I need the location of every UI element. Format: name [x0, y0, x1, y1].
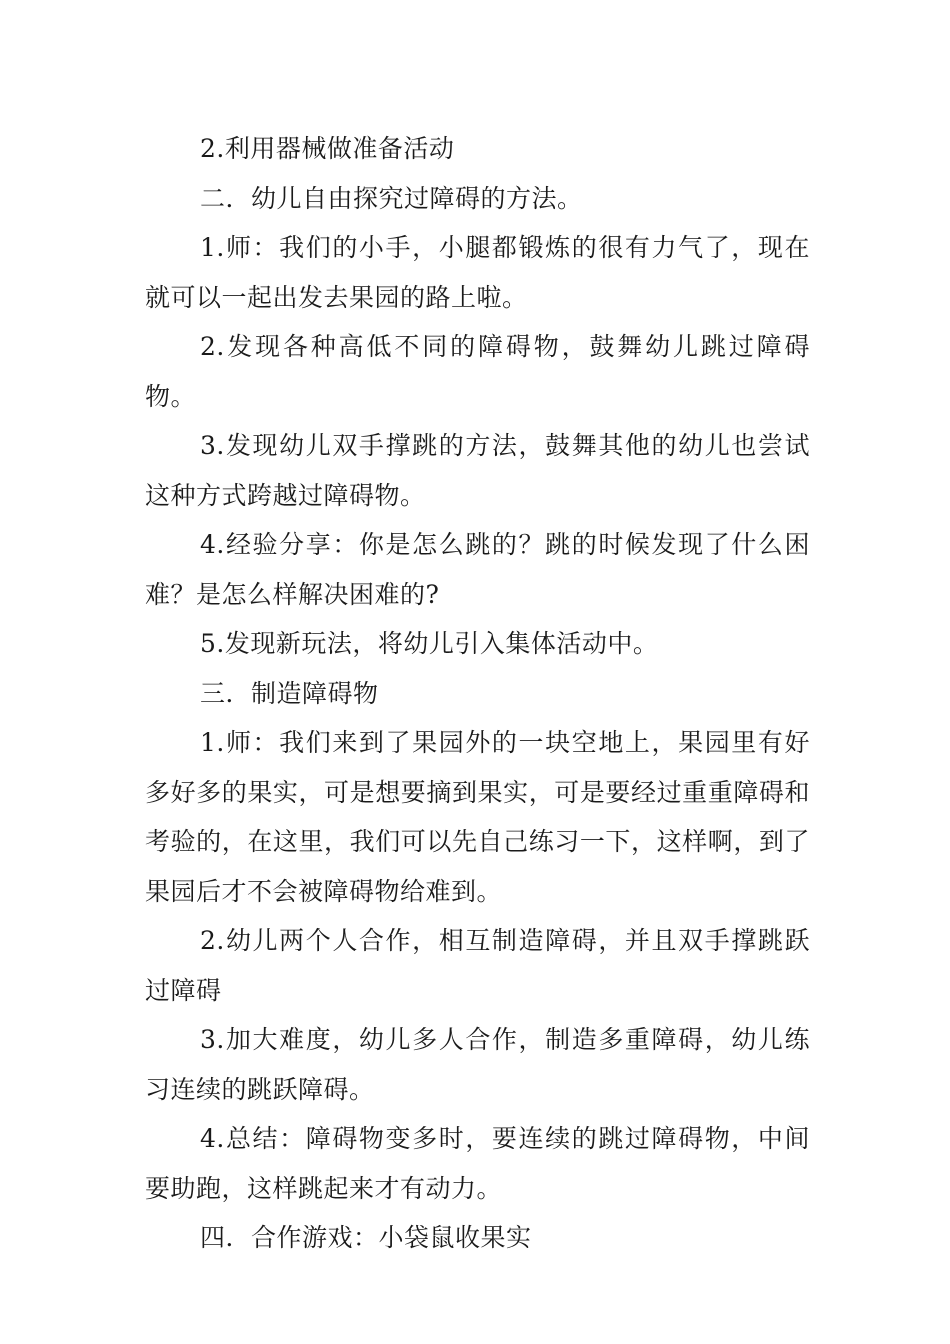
section-heading-two: 二．幼儿自由探究过障碍的方法。	[200, 183, 583, 213]
document-body	[145, 124, 810, 1263]
section-heading-four: 四．合作游戏：小袋鼠收果实	[200, 1223, 532, 1252]
paragraph-orchard-practice: 1.师：我们来到了果园外的一块空地上，果园里有好多好多的果实，可是想要摘到果实，可是要经过重重障碍和考验的，在这里，我们可以先自己练习一下，这样啊，到了果园后才不会被障碍物给难到。	[145, 728, 810, 906]
section-heading-three: 三．制造障碍物	[200, 678, 379, 708]
paragraph-pair-cooperation: 2.幼儿两个人合作，相互制造障碍，并且双手撑跳跃过障碍	[145, 926, 810, 1005]
paragraph-find-obstacles: 2.发现各种高低不同的障碍物，鼓舞幼儿跳过障碍物。	[145, 332, 810, 411]
paragraph-two-hand-jump: 3.发现幼儿双手撑跳的方法，鼓舞其他的幼儿也尝试这种方式跨越过障碍物。	[145, 431, 810, 510]
paragraph-prep-activity: 2.利用器械做准备活动	[200, 134, 455, 163]
paragraph-increase-difficulty: 3.加大难度，幼儿多人合作，制造多重障碍，幼儿练习连续的跳跃障碍。	[145, 1025, 810, 1104]
paragraph-teacher-intro: 1.师：我们的小手，小腿都锻炼的很有力气了，现在就可以一起出发去果园的路上啦。	[145, 233, 810, 312]
paragraph-new-play: 5.发现新玩法，将幼儿引入集体活动中。	[200, 629, 659, 658]
paragraph-summary: 4.总结：障碍物变多时，要连续的跳过障碍物，中间要助跑，这样跳起来才有动力。	[145, 1124, 810, 1203]
paragraph-experience-share: 4.经验分享：你是怎么跳的？跳的时候发现了什么困难？是怎么样解决困难的?	[145, 530, 810, 609]
